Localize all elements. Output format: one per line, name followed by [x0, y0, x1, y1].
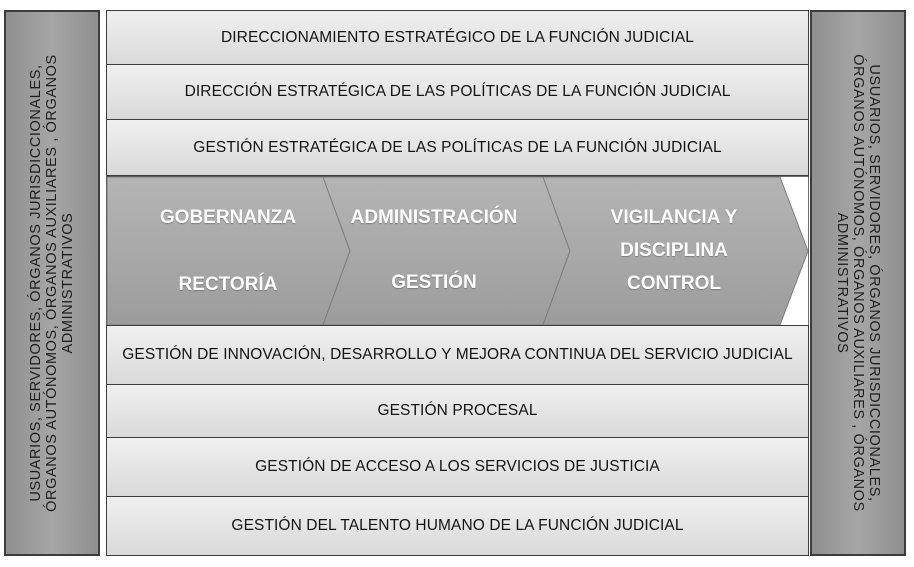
- left-stakeholders-bar: [4, 10, 100, 556]
- chevron-gobernanza: [107, 177, 350, 325]
- chevron-1-bottom-label: RECTORÍA: [178, 274, 278, 295]
- right-stakeholders-text: USUARIOS, SERVIDORES, ÓRGANOS JURISDICCIONALES, ÓRGANOS AUTÓNOMOS, ÓRGANOS AUXILIARES , ÓRGANOS ADMINISTRATIVOS: [834, 54, 882, 512]
- band-gestion-innovacion: GESTIÓN DE INNOVACIÓN, DESARROLLO Y MEJORA CONTINUA DEL SERVICIO JUDICIAL: [106, 325, 809, 385]
- process-chevron-row: [106, 176, 809, 326]
- chevron-2-bottom-label: GESTIÓN: [391, 272, 477, 293]
- left-stakeholders-text: USUARIOS, SERVIDORES, ÓRGANOS JURISDICCIONALES, ÓRGANOS AUTÓNOMOS, ÓRGANOS AUXILIARES , ÓRGANOS ADMINISTRATIVOS: [28, 54, 76, 512]
- chevron-administracion: [323, 177, 570, 325]
- chevron-3-top-label: VIGILANCIA Y: [610, 207, 738, 228]
- band-gestion-talento-humano: GESTIÓN DEL TALENTO HUMANO DE LA FUNCIÓN JUDICIAL: [106, 496, 809, 556]
- band-gestion-acceso-justicia: GESTIÓN DE ACCESO A LOS SERVICIOS DE JUSTICIA: [106, 437, 809, 497]
- chevron-1-top-label: GOBERNANZA: [159, 207, 297, 228]
- chevron-2-top-label: ADMINISTRACIÓN: [350, 207, 518, 228]
- band-direccionamiento-estrategico: DIRECCIONAMIENTO ESTRATÉGICO DE LA FUNCIÓN JUDICIAL: [106, 10, 809, 65]
- band-gestion-estrategica: GESTIÓN ESTRATÉGICA DE LAS POLÍTICAS DE LA FUNCIÓN JUDICIAL: [106, 119, 809, 176]
- chevron-3-bottom-label: CONTROL: [627, 273, 721, 294]
- chevron-3-middle-label: DISCIPLINA: [620, 240, 728, 261]
- right-stakeholders-bar: [810, 10, 906, 556]
- band-direccion-estrategica: DIRECCIÓN ESTRATÉGICA DE LAS POLÍTICAS DE LA FUNCIÓN JUDICIAL: [106, 64, 809, 120]
- band-gestion-procesal: GESTIÓN PROCESAL: [106, 384, 809, 438]
